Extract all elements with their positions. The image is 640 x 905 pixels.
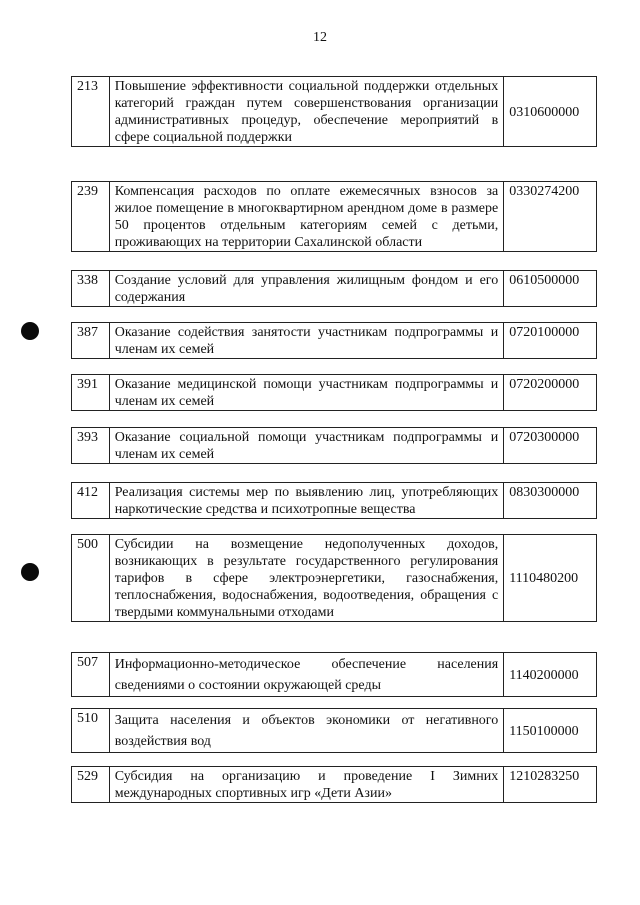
row-number: 338 xyxy=(72,271,110,307)
row-code: 1140200000 xyxy=(504,653,597,697)
row-code: 0310600000 xyxy=(504,77,597,147)
row-code: 0720300000 xyxy=(504,428,597,464)
row-description: Создание условий для управления жилищным фондом и его содержания xyxy=(109,271,504,307)
table-row xyxy=(71,76,597,147)
table-row xyxy=(71,652,597,697)
table-row xyxy=(71,427,597,464)
table-row xyxy=(71,270,597,307)
row-description: Оказание содействия занятости участникам подпрограммы и членам их семей xyxy=(109,323,504,359)
table-row xyxy=(71,181,597,252)
row-code: 0830300000 xyxy=(504,483,597,519)
row-number: 510 xyxy=(72,709,110,753)
row-code: 0330274200 xyxy=(504,182,597,252)
row-description: Субсидии на возмещение недополученных доходов, возникающих в результате государственного регулирования тарифов в сфере электроэнергетики, газоснабжения, теплоснабжения, водоснабжения, водоотведения, обращения с твердыми коммунальными отходами xyxy=(109,535,504,622)
row-description: Компенсация расходов по оплате ежемесячных взносов за жилое помещение в многоквартирном арендном доме в размере 50 процентов отдельным категориям семей с детьми, проживающих на территории Сахалинской области xyxy=(109,182,504,252)
row-description: Оказание медицинской помощи участникам подпрограммы и членам их семей xyxy=(109,375,504,411)
row-code: 1150100000 xyxy=(504,709,597,753)
punch-hole-mark xyxy=(21,322,39,340)
row-number: 387 xyxy=(72,323,110,359)
row-number: 393 xyxy=(72,428,110,464)
table-row xyxy=(71,374,597,411)
punch-hole-mark xyxy=(21,563,39,581)
row-description: Повышение эффективности социальной поддержки отдельных категорий граждан путем совершенствования организации административных процедур, обеспечение мероприятий в сфере социальной поддержки xyxy=(109,77,504,147)
row-description: Субсидия на организацию и проведение I Зимних международных спортивных игр «Дети Азии» xyxy=(109,767,504,803)
row-code: 0720200000 xyxy=(504,375,597,411)
row-code: 0610500000 xyxy=(504,271,597,307)
row-number: 412 xyxy=(72,483,110,519)
table-row xyxy=(71,482,597,519)
row-number: 391 xyxy=(72,375,110,411)
row-description: Защита населения и объектов экономики от негативного воздействия вод xyxy=(109,709,504,753)
row-description: Реализация системы мер по выявлению лиц, употребляющих наркотические средства и психотропные вещества xyxy=(109,483,504,519)
row-number: 500 xyxy=(72,535,110,622)
row-description: Оказание социальной помощи участникам подпрограммы и членам их семей xyxy=(109,428,504,464)
table-row xyxy=(71,766,597,803)
table-row xyxy=(71,322,597,359)
table-row xyxy=(71,534,597,622)
row-code: 1210283250 xyxy=(504,767,597,803)
row-number: 239 xyxy=(72,182,110,252)
table-row xyxy=(71,708,597,753)
row-number: 507 xyxy=(72,653,110,697)
row-number: 213 xyxy=(72,77,110,147)
page-number: 12 xyxy=(313,30,327,45)
row-code: 1110480200 xyxy=(504,535,597,622)
row-code: 0720100000 xyxy=(504,323,597,359)
row-description: Информационно-методическое обеспечение населения сведениями о состоянии окружающей среды xyxy=(109,653,504,697)
row-number: 529 xyxy=(72,767,110,803)
